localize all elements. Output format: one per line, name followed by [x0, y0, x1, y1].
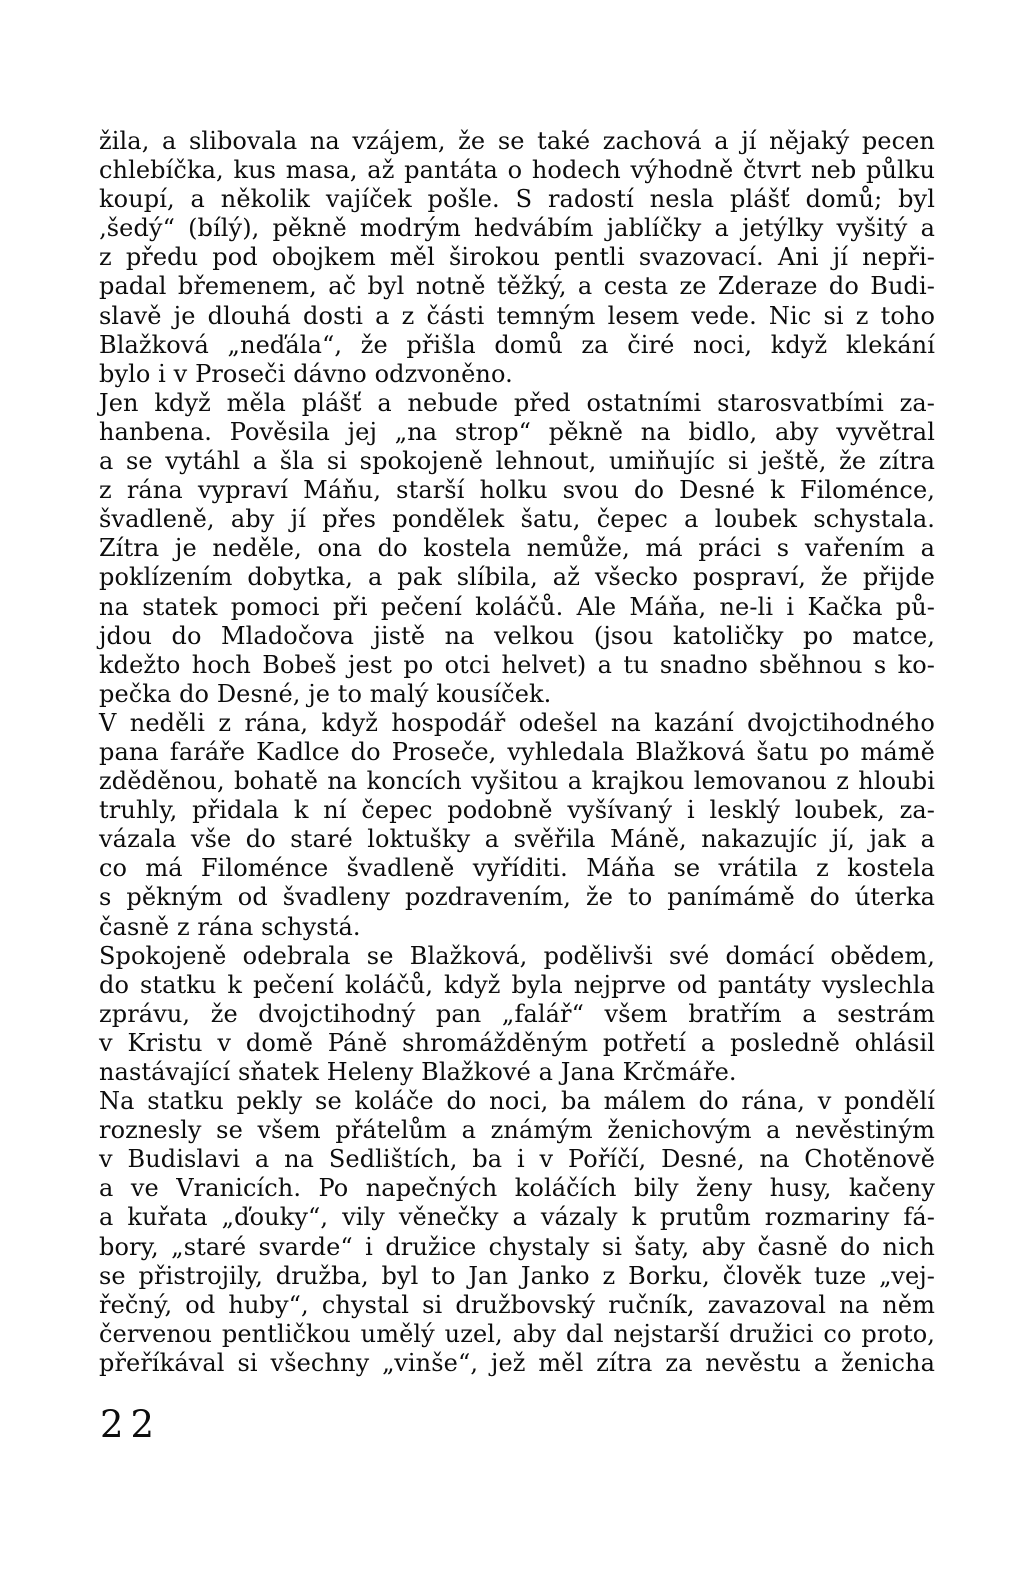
text-line: koupí, a několik vajíček pošle. S radostí nesla plášť domů; byl — [99, 185, 935, 214]
text-line: časně z rána schystá. — [99, 912, 361, 941]
text-line: roznesly se všem přátelům a známým ženichovým a nevěstiným — [99, 1116, 935, 1145]
text-line: pečka do Desné, je to malý kousíček. — [99, 679, 552, 708]
text-line: a se vytáhl a šla si spokojeně lehnout, umiňujíc si ještě, že zítra — [99, 447, 935, 476]
text-line: žila, a slibovala na vzájem, že se také zachová a jí nějaký pecen — [99, 127, 935, 155]
text-line: se přistrojily, družba, byl to Jan Janko z Borku, člověk tuze „vej- — [99, 1261, 935, 1290]
text-line: ‚šedý“ (bílý), pěkně modrým hedvábím jablíčky a jetýlky vyšitý a — [99, 214, 935, 243]
text-line: do statku k pečení koláčů, když byla nejprve od pantáty vyslechla — [99, 970, 935, 999]
text-line: Blažková „neďála“, že přišla domů za čiré noci, když klekání — [99, 330, 935, 359]
text-line: truhly, přidala k ní čepec podobně vyšívaný i lesklý loubek, za- — [99, 796, 935, 825]
text-line: zprávu, že dvojctihodný pan „falář“ všem bratřím a sestrám — [99, 999, 935, 1028]
text-line: přeříkával si všechny „vinše“, jež měl zítra za nevěstu a ženicha — [99, 1348, 935, 1377]
text-line: Zítra je neděle, ona do kostela nemůže, má práci s vařením a — [99, 534, 935, 563]
text-line: a ve Vranicích. Po napečných koláčích bily ženy husy, kačeny — [99, 1174, 935, 1203]
text-line: bylo i v Proseči dávno odzvoněno. — [99, 359, 513, 388]
page-number: 22 — [100, 1403, 162, 1446]
text-line: na statek pomoci při pečení koláčů. Ale Máňa, ne-li i Kačka pů- — [99, 592, 935, 621]
text-line: řečný, od huby“, chystal si družbovský ručník, zavazoval na něm — [99, 1290, 935, 1319]
text-line: hanbena. Pověsila jej „na strop“ pěkně na bidlo, aby vyvětral — [99, 417, 935, 446]
text-line: kdežto hoch Bobeš jest po otci helvet) a tu snadno sběhnou s ko- — [99, 650, 935, 679]
text-line: Jen když měla plášť a nebude před ostatními starosvatbími za- — [99, 388, 935, 417]
text-line: Na statku pekly se koláče do noci, ba málem do rána, v pondělí — [99, 1087, 935, 1116]
text-line: z rána vypraví Máňu, starší holku svou do Desné k Filoménce, — [99, 476, 935, 505]
text-line: zděděnou, bohatě na koncích vyšitou a krajkou lemovanou z hloubi — [99, 767, 935, 796]
text-line: červenou pentličkou umělý uzel, aby dal nejstarší družici co proto, — [99, 1319, 935, 1348]
text-line: co má Filoménce švadleně vyříditi. Máňa se vrátila z kostela — [99, 854, 935, 883]
text-line: V neděli z rána, když hospodář odešel na kazání dvojctihodného — [99, 708, 935, 737]
text-line: švadleně, aby jí přes pondělek šatu, čepec a loubek schystala. — [99, 505, 935, 534]
text-line: chlebíčka, kus masa, až pantáta o hodech výhodně čtvrt neb půlku — [99, 156, 935, 185]
text-line: nastávající sňatek Heleny Blažkové a Jana Krčmáře. — [99, 1058, 737, 1086]
text-line: bory, „staré svarde“ i družice chystaly si šaty, aby časně do nich — [99, 1232, 935, 1261]
text-block — [99, 127, 935, 1378]
text-line: jdou do Mladočova jistě na velkou (jsou katoličky po matce, — [99, 621, 935, 650]
text-line: v Kristu v domě Páně shromážděným potřetí a posledně ohlásil — [99, 1028, 935, 1057]
text-line: z předu pod obojkem měl širokou pentli svazovací. Ani jí nepři- — [99, 243, 935, 272]
text-line: Spokojeně odebrala se Blažková, podělivši své domácí obědem, — [99, 941, 935, 970]
text-line: vázala vše do staré loktušky a svěřila Máně, nakazujíc jí, jak a — [99, 825, 935, 854]
text-line: poklízením dobytka, a pak slíbila, až všecko pospraví, že přijde — [99, 563, 935, 592]
text-line: pana faráře Kadlce do Proseče, vyhledala Blažková šatu po mámě — [99, 737, 935, 766]
text-line: a kuřata „ďouky“, vily věnečky a vázaly k prutům rozmariny fá- — [99, 1203, 935, 1232]
text-line: padal břemenem, ač byl notně těžký, a cesta ze Zderaze do Budi- — [99, 272, 935, 301]
text-line: slavě je dlouhá dosti a z části temným lesem vede. Nic si z toho — [99, 301, 935, 330]
text-line: s pěkným od švadleny pozdravením, že to panímámě do úterka — [99, 883, 935, 912]
text-line: v Budislavi a na Sedlištích, ba i v Poříčí, Desné, na Chotěnově — [99, 1145, 935, 1174]
